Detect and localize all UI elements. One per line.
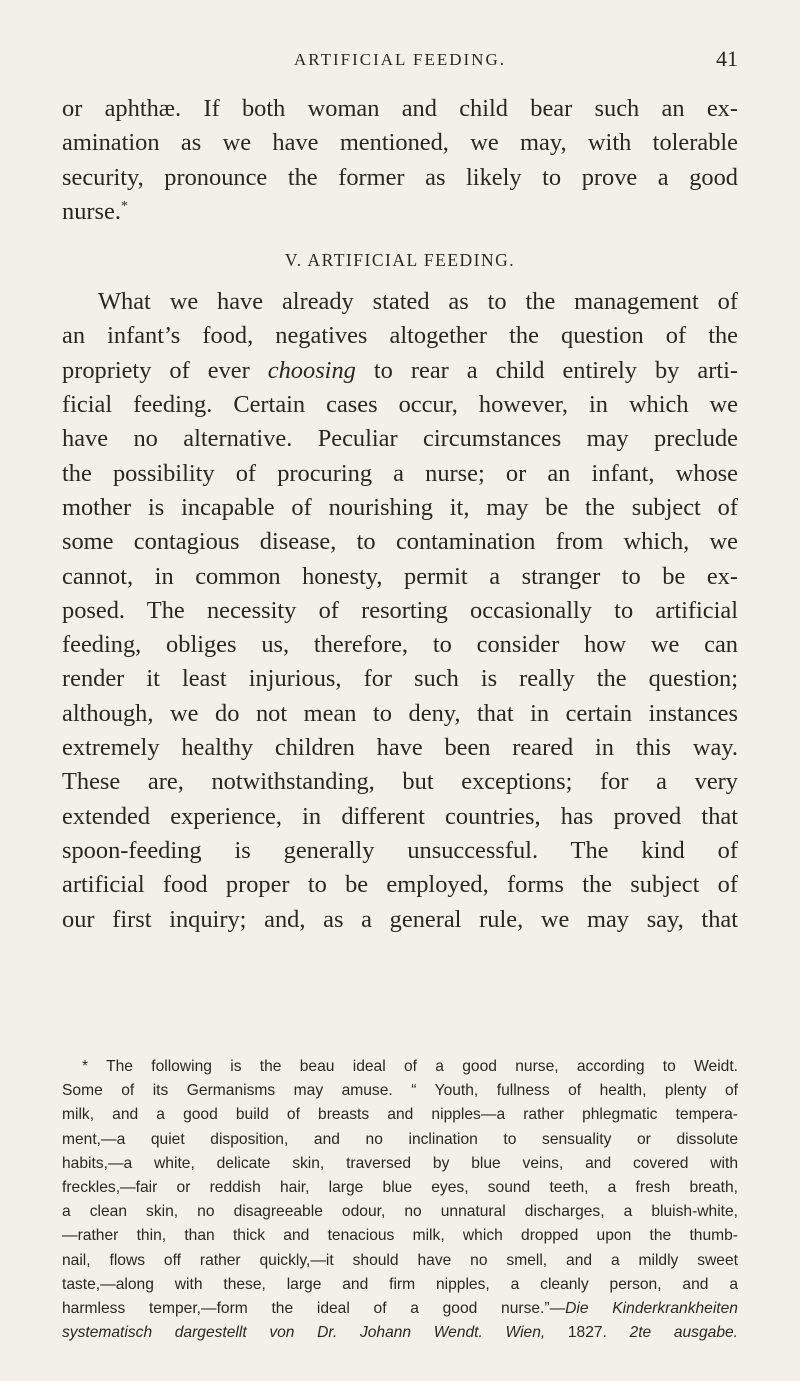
section-line-17: spoon-feeding is generally unsuccessful. The kind of [62, 836, 738, 864]
intro-line-2: amination as we have mentioned, we may, with tolerable [62, 129, 738, 157]
section-line-10: posed. The necessity of resorting occasionally to artificial [62, 596, 738, 624]
footnote-line-11 [62, 1297, 738, 1321]
section-line-3-pre: propriety of ever [62, 356, 268, 384]
section-line-12: render it least injurious, for such is really the question; [62, 665, 738, 693]
footnote-line-10: taste,—along with these, large and firm nipples, a cleanly person, and a [62, 1275, 738, 1293]
section-line-14: extremely healthy children have been reared in this way. [62, 734, 738, 762]
footnote-line-8: —rather thin, than thick and tenacious milk, which dropped upon the thumb- [62, 1227, 738, 1245]
section-line-3-post: to rear a child entirely by arti- [355, 356, 739, 384]
section-line-19: our first inquiry; and, as a general rule, we may say, that [62, 905, 738, 933]
footnote-line-2: Some of its Germanisms may amuse. “ Youth, fullness of health, plenty of [62, 1082, 738, 1100]
citation-title-part-2: systematisch dargestellt von Dr. Johann Wendt. [62, 1324, 483, 1342]
footnote-line-11-pre: harmless temper,—form the ideal of a good nurse.”— [62, 1300, 566, 1318]
section-line-5: have no alternative. Peculiar circumstances may preclude [62, 425, 738, 453]
section-line-18: artificial food proper to be employed, forms the subject of [62, 871, 738, 899]
section-line-3 [62, 354, 738, 388]
section-line-15: These are, notwithstanding, but exceptions; for a very [62, 768, 738, 796]
footnote-line-3: milk, and a good build of breasts and nipples—a rather phlegmatic tempera- [62, 1106, 738, 1124]
intro-line-4 [62, 195, 738, 229]
emphasis-choosing: choosing [267, 356, 356, 384]
page-number: 41 [716, 46, 738, 71]
intro-line-3: security, pronounce the former as likely to prove a good [62, 163, 738, 191]
section-line-13: although, we do not mean to deny, that in certain instances [62, 699, 738, 727]
page-header [62, 46, 738, 80]
section-heading: V. ARTIFICIAL FEEDING. [284, 250, 516, 271]
footnote-line-4: ment,—a quiet disposition, and no inclination to sensuality or dissolute [62, 1130, 738, 1148]
footnote-line-5: habits,—a white, delicate skin, traversed by blue veins, and covered with [62, 1154, 738, 1172]
footnote [62, 1055, 738, 1345]
intro-line-1: or aphthæ. If both woman and child bear such an ex- [62, 95, 738, 122]
section-line-6: the possibility of procuring a nurse; or an infant, whose [62, 459, 738, 487]
intro-last-word: nurse. [62, 197, 121, 225]
citation-year: 1827. [545, 1324, 630, 1342]
section-line-1: What we have already stated as to the management of [98, 288, 738, 316]
footnote-reference: * [120, 198, 128, 214]
citation-place: Wien, [505, 1324, 546, 1342]
section-line-9: cannot, in common honesty, permit a stranger to be ex- [62, 562, 738, 590]
footnote-line-12 [62, 1321, 738, 1345]
section-line-2: an infant’s food, negatives altogether the question of the [62, 322, 738, 350]
citation-edition: 2te ausgabe. [629, 1324, 739, 1342]
footnote-line-1: * The following is the beau ideal of a good nurse, according to Weidt. [82, 1058, 738, 1075]
footnote-line-6: freckles,—fair or reddish hair, large blue eyes, sound teeth, a fresh breath, [62, 1179, 738, 1197]
section-line-8: some contagious disease, to contamination from which, we [62, 528, 738, 556]
section-line-11: feeding, obliges us, therefore, to consider how we can [62, 631, 738, 659]
footnote-line-9: nail, flows off rather quickly,—it should have no smell, and a mildly sweet [62, 1251, 738, 1269]
running-head: ARTIFICIAL FEEDING. [293, 50, 506, 69]
body-text [62, 92, 738, 937]
citation-title-part-1: Die Kinderkrankheiten [565, 1300, 738, 1318]
section-line-4: ficial feeding. Certain cases occur, however, in which we [62, 391, 738, 419]
footnote-line-7: a clean skin, no disagreeable odour, no unnatural discharges, a bluish-white, [62, 1203, 738, 1221]
section-line-7: mother is incapable of nourishing it, may be the subject of [62, 493, 738, 521]
section-line-16: extended experience, in different countries, has proved that [62, 802, 738, 830]
